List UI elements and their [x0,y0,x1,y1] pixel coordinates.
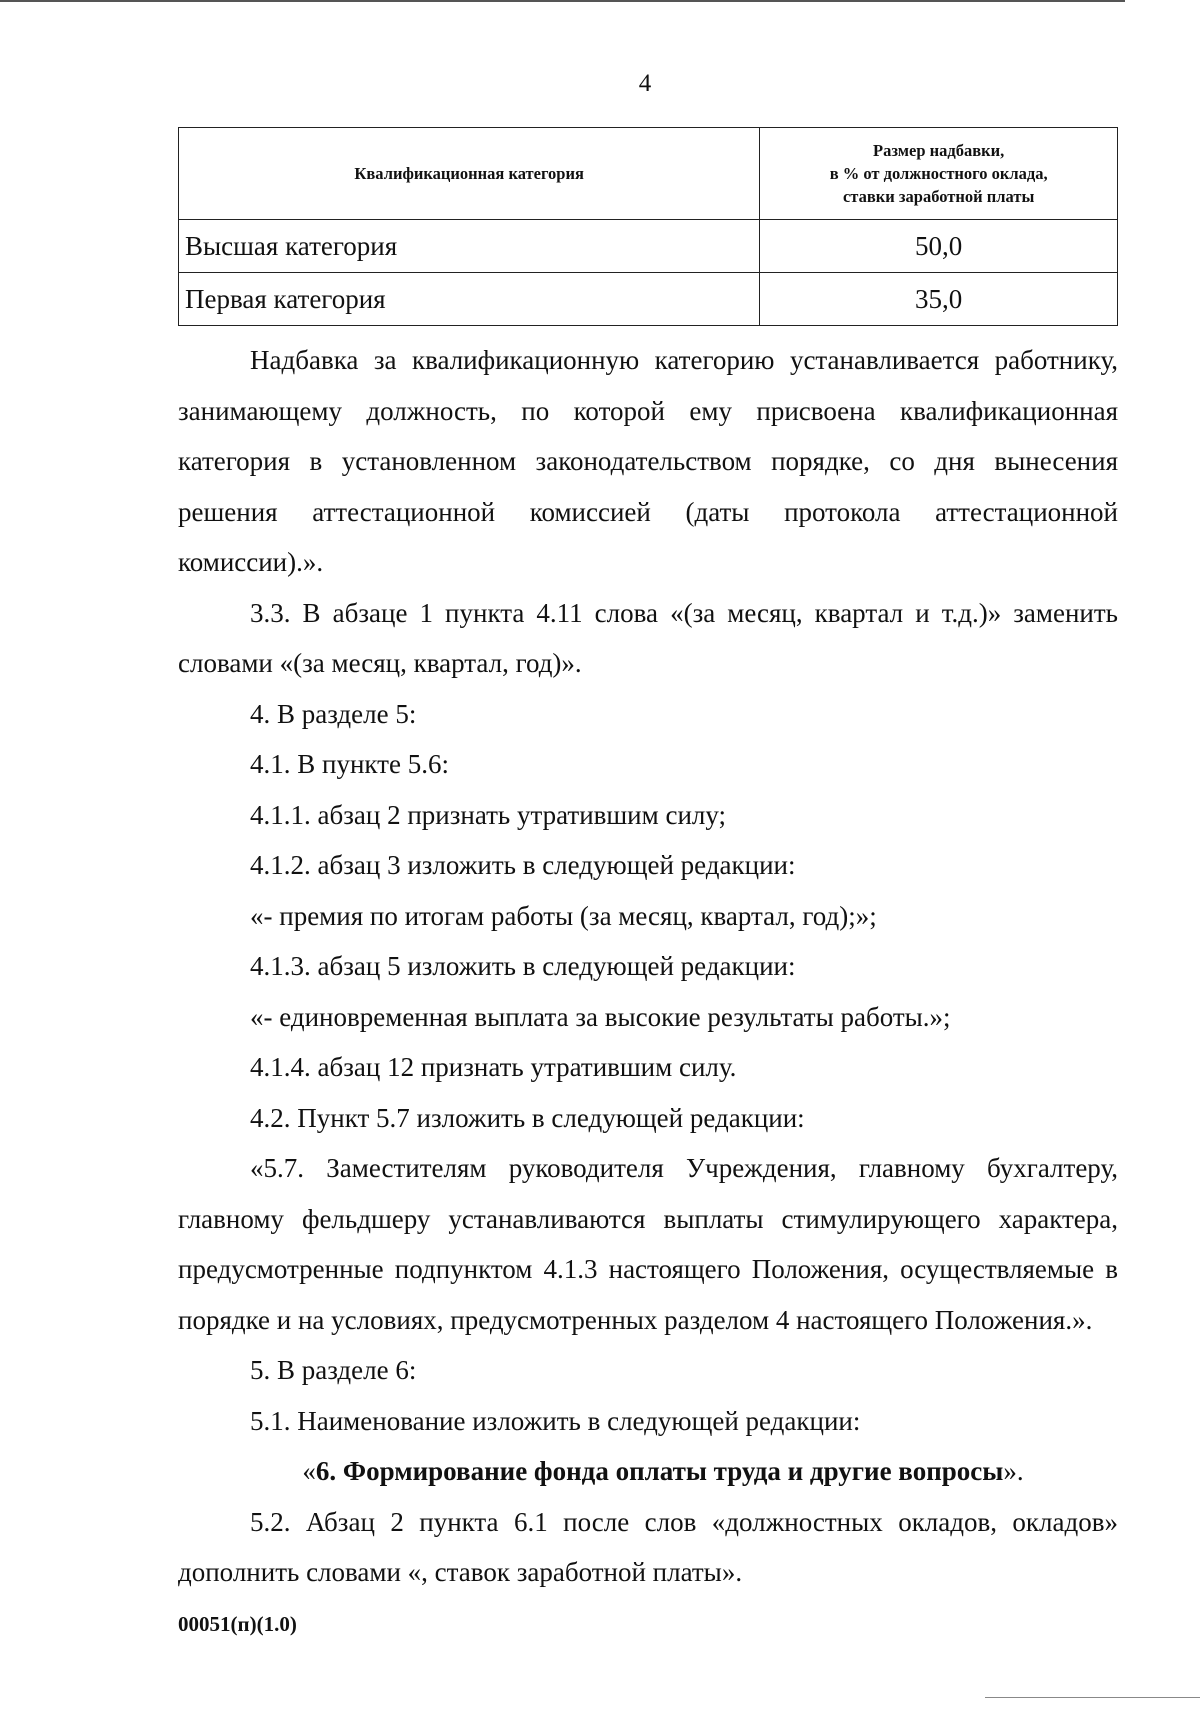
quote-open: « [302,1456,316,1486]
header-allowance-line: в % от должностного оклада, [829,164,1048,183]
paragraph: Надбавка за квалификационную категорию устанавливается работнику, занимающему должность, по которой ему присвоена квалификационная категория в установленном законодательством порядке, со дня вынесения решения аттестационной комиссией (даты протокола аттестационной комиссии).». [178,345,1118,577]
paragraph: 3.3. В абзаце 1 пункта 4.11 слова «(за месяц, квартал и т.д.)» заменить словами «(за месяц, квартал, год)». [178,597,1118,678]
scan-top-border [0,0,1125,2]
paragraph: 5.1. Наименование изложить в следующей редакции: [250,1405,861,1436]
header-allowance [760,128,1118,220]
paragraph: 5.2. Абзац 2 пункта 6.1 после слов «должностных окладов, окладов» дополнить словами «, ставок заработной платы». [178,1506,1118,1587]
page-number: 4 [638,70,652,97]
table-cell-category: Высшая категория [179,220,760,273]
paragraph: 4.1.1. абзац 2 признать утратившим силу; [250,799,727,830]
paragraph: 4.2. Пункт 5.7 изложить в следующей редакции: [250,1102,805,1133]
scan-bottom-mark [985,1697,1200,1698]
header-allowance-line: ставки заработной платы [842,187,1035,206]
paragraph: «5.7. Заместителям руководителя Учреждения, главному бухгалтеру, главному фельдшеру устанавливаются выплаты стимулирующего характера, предусмотренные подпунктом 4.1.3 настоящего Положения, осуществляемые в порядке и на условиях, предусмотренных разделом 4 настоящего Положения.». [178,1153,1118,1335]
document-code: 00051(п)(1.0) [178,1612,297,1636]
paragraph: 4.1.2. абзац 3 изложить в следующей редакции: [250,850,796,880]
header-category: Квалификационная категория [179,128,760,220]
table-cell-value: 35,0 [760,273,1118,326]
section-title: 6. Формирование фонда оплаты труда и другие вопросы [315,1456,1004,1486]
paragraph: 4.1. В пункте 5.6: [250,749,449,779]
paragraph: 4.1.3. абзац 5 изложить в следующей редакции: [250,951,796,981]
document-body [178,335,1118,1598]
qualification-allowance-table [178,127,1118,326]
table-cell-value: 50,0 [760,220,1118,273]
section-title-paragraph [178,1446,1118,1497]
paragraph: «- единовременная выплата за высокие результаты работы.»; [250,1001,951,1032]
table-cell-category: Первая категория [179,273,760,326]
paragraph: 5. В разделе 6: [250,1355,417,1385]
table-row [179,220,1118,273]
table-row [179,273,1118,326]
header-allowance-line: Размер надбавки, [873,141,1005,160]
paragraph: 4.1.4. абзац 12 признать утратившим силу. [250,1052,737,1082]
paragraph: 4. В разделе 5: [250,698,417,729]
paragraph: «- премия по итогам работы (за месяц, квартал, год);»; [250,900,877,931]
table-header-row [179,128,1118,220]
quote-close: ». [1003,1456,1024,1486]
